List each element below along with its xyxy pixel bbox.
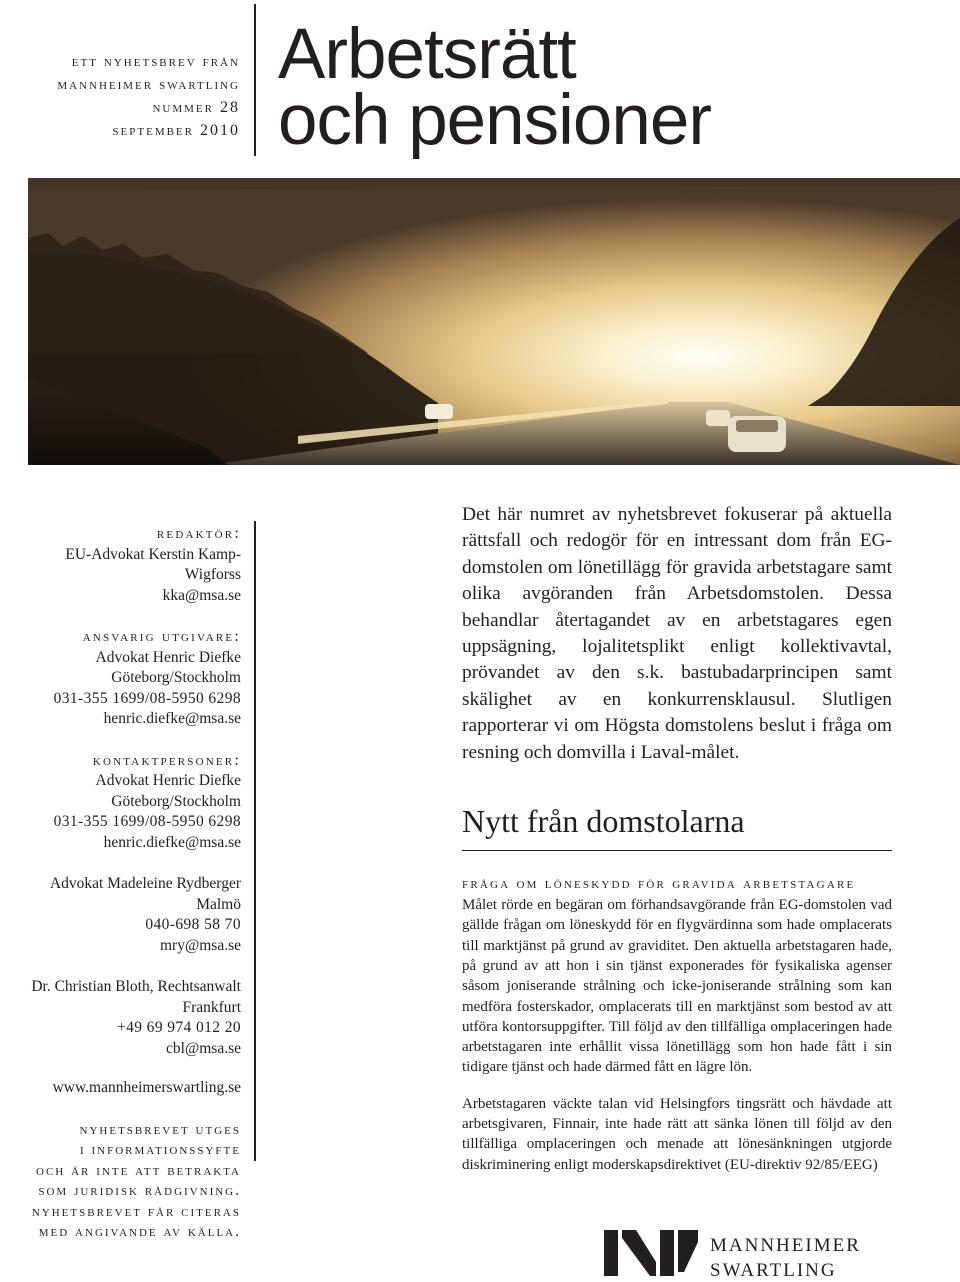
website-block bbox=[20, 1078, 241, 1099]
intro-paragraph: Det här numret av nyhetsbrevet fokuserar på aktuella rättsfall och redogör för en intressant dom från EG-domstolen om lönetillägg för gravida arbetstagare samt olika avgöranden från Arbetsdomstolen. Dessa behandlar återtagandet av en arbetstagares egen uppsägning, lojalitetsplikt enligt kollektivavtal, prövandet av den s.k. bastubadarprincipen samt skälighet av en konkurrensklausul. Slutligen rapporterar vi om Högsta domstolens beslut i fråga om resning och domvilla i Laval-målet. bbox=[462, 504, 892, 763]
contact-email[interactable]: cbl@msa.se bbox=[166, 1039, 241, 1057]
meta-line-date: september 2010 bbox=[112, 122, 240, 139]
publisher-name: Advokat Henric Diefke bbox=[95, 648, 241, 666]
disclaimer-line: och är inte att betrakta bbox=[36, 1161, 241, 1179]
disclaimer-line: med angivande av källa. bbox=[38, 1223, 241, 1240]
article-heading: fråga om löneskydd för gravida arbetstagare bbox=[462, 875, 856, 893]
section-title: Nytt från domstolarna bbox=[462, 802, 892, 851]
contact-phone: 031-355 1699/08-5950 6298 bbox=[53, 813, 241, 830]
disclaimer-line: i informationssyfte bbox=[79, 1141, 241, 1158]
article-paragraph: Målet rörde en begäran om förhandsavgörande från EG-domstolen vad gällde frågan om löneskydd för en flygvärdinna som hade omplacerats till marktjänst på grund av graviditet. Den aktuella arbetstagaren hade, på grund av att hon i sin tjänst exponerades för fysikaliska agenser såsom joniserande strålning och icke-joniserande strålning som kan medföra fosterskador, omplacerats till en marktjänst som bestod av att utföra kontorsuppgifter. Till följd av den tillfälliga omplaceringen hade arbetstagaren inte erhållit vissa lönetillägg som hon hade fått i sin tidigare tjänst och hade därmed fått en lägre lön. bbox=[462, 897, 892, 1076]
logo-wordmark bbox=[710, 1227, 861, 1282]
disclaimer-line: nyhetsbrevet utges bbox=[79, 1120, 241, 1138]
publisher-block bbox=[20, 627, 241, 730]
contact-phone: 040-698 58 70 bbox=[145, 916, 241, 933]
logo-line-2: swartling bbox=[710, 1252, 837, 1282]
meta-line-publisher: ett nyhetsbrev från bbox=[71, 53, 240, 70]
publisher-email[interactable]: henric.diefke@msa.se bbox=[103, 710, 241, 727]
contact-column bbox=[20, 524, 241, 1243]
disclaimer-line: som juridisk rådgivning. bbox=[38, 1182, 241, 1199]
logo-line-1: mannheimer bbox=[710, 1227, 861, 1257]
publisher-heading: ansvarig utgivare: bbox=[82, 628, 241, 645]
editor-block bbox=[20, 524, 241, 606]
disclaimer-line: nyhetsbrevet får citeras bbox=[31, 1202, 241, 1220]
contact-person-1 bbox=[20, 751, 241, 854]
contact-phone: +49 69 974 012 20 bbox=[116, 1019, 241, 1036]
newsletter-title bbox=[278, 15, 712, 160]
contact-person-3 bbox=[20, 977, 241, 1059]
contact-city: Frankfurt bbox=[182, 998, 241, 1016]
meta-line-firm: mannheimer swartling bbox=[57, 76, 240, 93]
column-divider bbox=[254, 521, 256, 1161]
editor-heading: redaktör: bbox=[156, 525, 241, 542]
article-paragraph: Arbetstagaren väckte talan vid Helsingfors tingsrätt och hävdade att arbetsgivaren, Finnair, inte hade rätt att sänka lönen till följd av den tillfälliga omplaceringen och menade att lönesänkningen utgjorde diskriminering enligt moderskapsdirektivet (EU-direktiv 92/85/EEG) bbox=[462, 1095, 892, 1173]
firm-logo bbox=[604, 1227, 904, 1282]
title-line-2: och pensioner bbox=[278, 81, 712, 160]
contact-city: Göteborg/Stockholm bbox=[111, 792, 241, 810]
meta-line-issue: nummer 28 bbox=[152, 99, 240, 116]
masthead-meta bbox=[30, 50, 240, 142]
mannheimer-swartling-logo-mark bbox=[604, 1228, 700, 1278]
main-content bbox=[462, 502, 892, 1175]
contact-name: Advokat Madeleine Rydberger bbox=[49, 875, 241, 892]
contact-email[interactable]: henric.diefke@msa.se bbox=[103, 833, 241, 851]
editor-name: EU-Advokat Kerstin Kamp-Wigforss bbox=[65, 545, 241, 583]
disclaimer bbox=[20, 1120, 241, 1243]
title-line-1: Arbetsrätt bbox=[278, 15, 576, 94]
contact-name: Dr. Christian Bloth, Rechtsanwalt bbox=[31, 978, 241, 995]
publisher-city: Göteborg/Stockholm bbox=[111, 669, 241, 686]
website-link[interactable]: www.mannheimerswartling.se bbox=[52, 1079, 241, 1096]
header-divider bbox=[254, 4, 256, 156]
highway-sunset-photo bbox=[28, 178, 960, 465]
contact-email[interactable]: mry@msa.se bbox=[160, 936, 241, 954]
contact-city: Malmö bbox=[196, 895, 241, 913]
contact-persons-heading: kontaktpersoner: bbox=[92, 751, 241, 769]
publisher-phone: 031-355 1699/08-5950 6298 bbox=[53, 689, 241, 707]
contact-name: Advokat Henric Diefke bbox=[95, 772, 241, 789]
editor-email[interactable]: kka@msa.se bbox=[162, 586, 241, 604]
contact-person-2 bbox=[20, 874, 241, 956]
